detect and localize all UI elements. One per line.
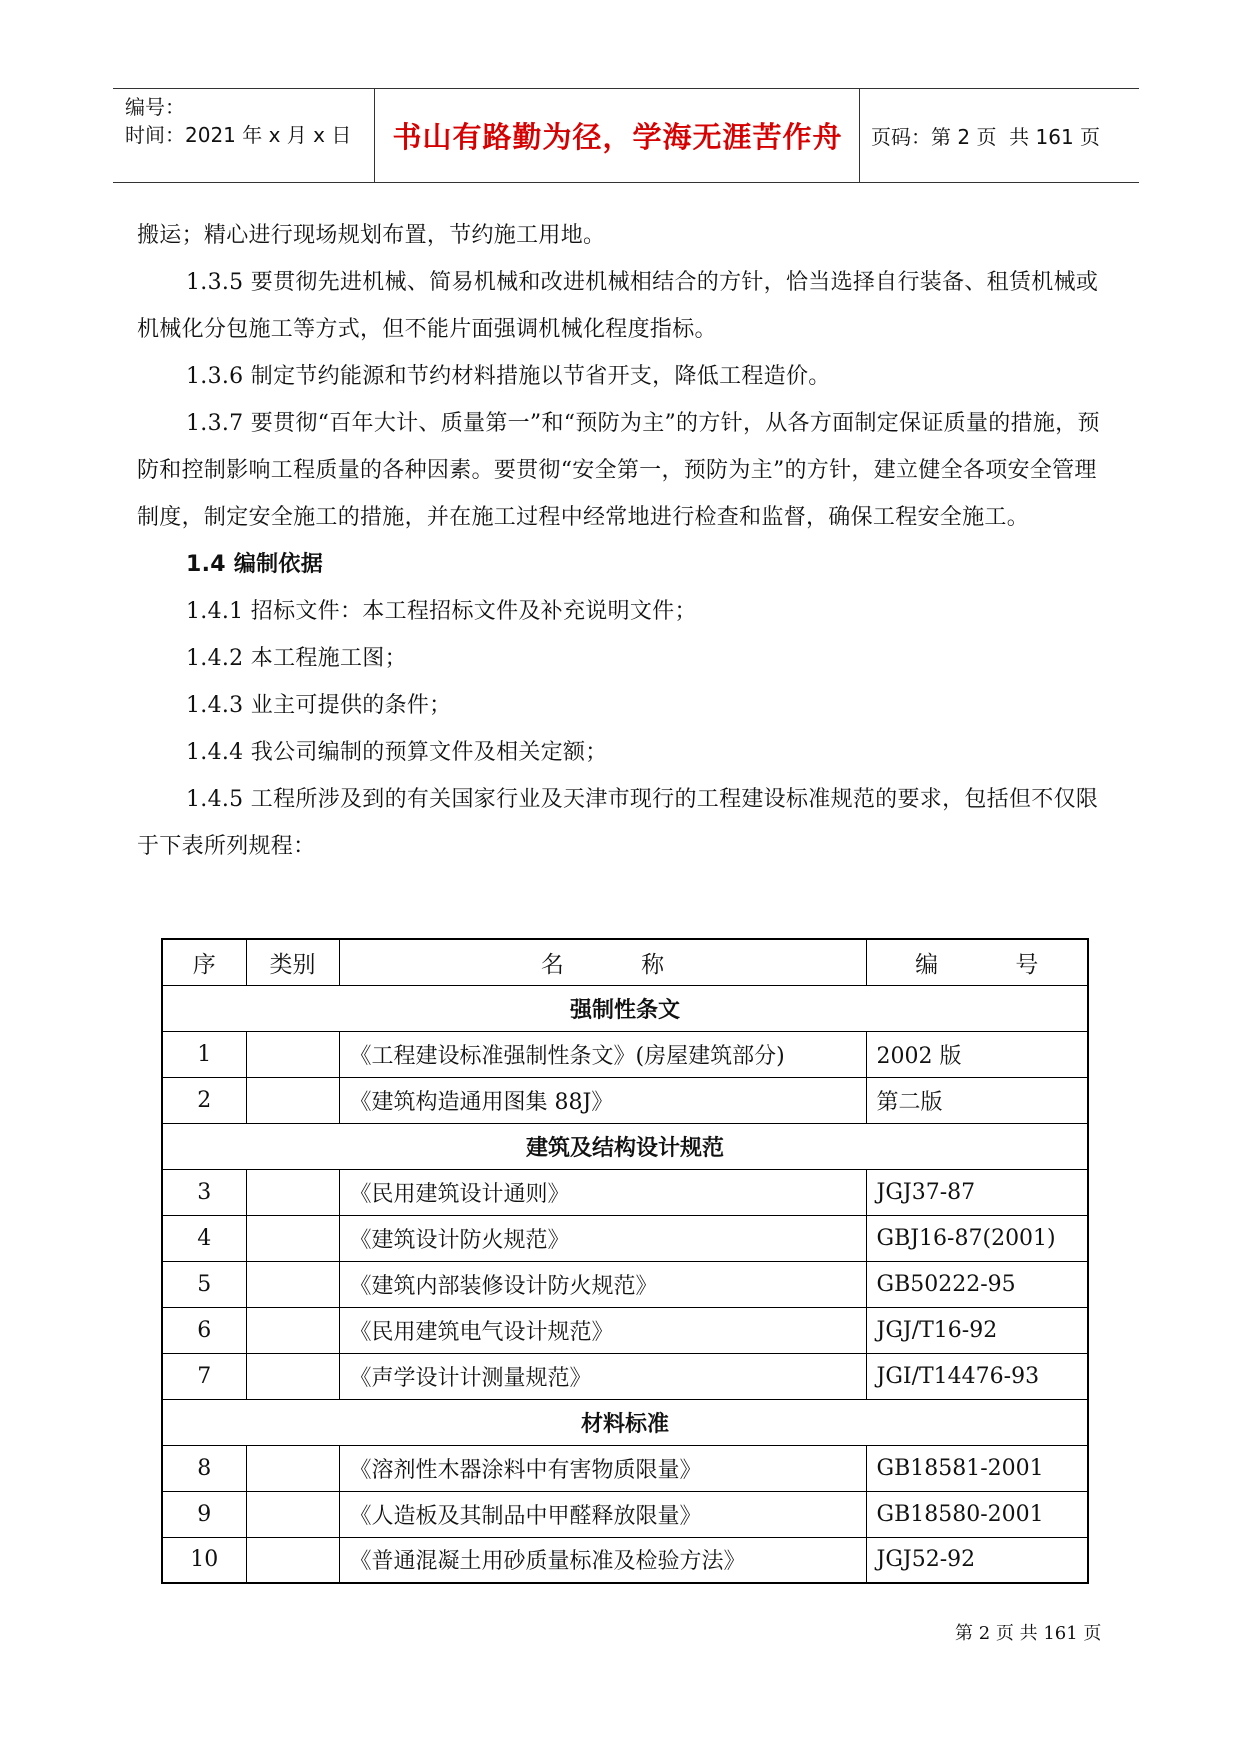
column-header-name: 名 称 xyxy=(540,951,665,978)
table-row xyxy=(162,1169,1088,1215)
paragraph: 1.3.7 要贯彻“百年大计、质量第一”和“预防为主”的方针，从各方面制定保证质量的措施，预防和控制影响工程质量的各种因素。要贯彻“安全第一，预防为主”的方针，建立健全各项安全管理制度，制定安全施工的措施，并在施工过程中经常地进行检查和监督，确保工程安全施工。 xyxy=(137,411,1100,530)
row-code: GBJ16-87(2001) xyxy=(866,1215,1088,1261)
row-category xyxy=(246,1537,339,1583)
row-category xyxy=(246,1169,339,1215)
row-code: 2002 版 xyxy=(866,1031,1088,1077)
paragraph: 1.3.5 要贯彻先进机械、简易机械和改进机械相结合的方针，恰当选择自行装备、租赁机械或机械化分包施工等方式，但不能片面强调机械化程度指标。 xyxy=(137,270,1099,342)
header-divider xyxy=(374,89,375,182)
table-row xyxy=(162,1261,1088,1307)
row-code: GB18580-2001 xyxy=(866,1491,1088,1537)
table-row xyxy=(162,1445,1088,1491)
paragraph: 1.4.2 本工程施工图； xyxy=(186,646,407,671)
row-category xyxy=(246,1353,339,1399)
row-seq: 3 xyxy=(162,1169,246,1215)
paragraph: 1.4.5 工程所涉及到的有关国家行业及天津市现行的工程建设标准规范的要求，包括但不仅限于下表所列规程： xyxy=(137,787,1099,859)
header-page-info: 页码：第 2 页 共 161 页 xyxy=(871,125,1101,149)
row-seq: 9 xyxy=(162,1491,246,1537)
paragraph: 搬运；精心进行现场规划布置，节约施工用地。 xyxy=(137,223,606,248)
standards-table xyxy=(161,938,1089,1584)
header-divider xyxy=(859,89,860,182)
section-heading: 1.4 编制依据 xyxy=(186,552,324,577)
row-seq: 7 xyxy=(162,1353,246,1399)
row-category xyxy=(246,1261,339,1307)
row-category xyxy=(246,1445,339,1491)
row-name: 《人造板及其制品中甲醛释放限量》 xyxy=(339,1491,866,1537)
row-category xyxy=(246,1031,339,1077)
row-category xyxy=(246,1307,339,1353)
table-row xyxy=(162,1077,1088,1123)
paragraph: 1.3.6 制定节约能源和节约材料措施以节省开支，降低工程造价。 xyxy=(186,364,831,389)
row-category xyxy=(246,1077,339,1123)
column-header-seq: 序 xyxy=(162,939,246,985)
row-name: 《建筑设计防火规范》 xyxy=(339,1215,866,1261)
section-title: 材料标准 xyxy=(162,1399,1088,1445)
section-title: 建筑及结构设计规范 xyxy=(162,1123,1088,1169)
document-number-label: 编号： xyxy=(125,95,185,119)
row-seq: 2 xyxy=(162,1077,246,1123)
paragraph: 1.4.1 招标文件：本工程招标文件及补充说明文件； xyxy=(186,599,697,624)
page-header xyxy=(113,88,1139,183)
row-seq: 8 xyxy=(162,1445,246,1491)
row-category xyxy=(246,1491,339,1537)
column-header-category: 类别 xyxy=(246,939,339,985)
table-row xyxy=(162,1307,1088,1353)
row-seq: 5 xyxy=(162,1261,246,1307)
table-section-row xyxy=(162,1399,1088,1445)
table-row xyxy=(162,1353,1088,1399)
paragraph: 1.4.4 我公司编制的预算文件及相关定额； xyxy=(186,740,608,765)
header-motto: 书山有路勤为径，学海无涯苦作舟 xyxy=(392,120,843,154)
section-title: 强制性条文 xyxy=(162,985,1088,1031)
table-row xyxy=(162,1537,1088,1583)
table-header-row xyxy=(162,939,1088,985)
row-code: JGI/T14476-93 xyxy=(866,1353,1088,1399)
row-code: JGJ/T16-92 xyxy=(866,1307,1088,1353)
table-section-row xyxy=(162,1123,1088,1169)
row-code: 第二版 xyxy=(866,1077,1088,1123)
row-code: JGJ37-87 xyxy=(866,1169,1088,1215)
paragraph: 1.4.3 业主可提供的条件； xyxy=(186,693,452,718)
table-row xyxy=(162,1215,1088,1261)
row-name: 《溶剂性木器涂料中有害物质限量》 xyxy=(339,1445,866,1491)
row-seq: 1 xyxy=(162,1031,246,1077)
row-category xyxy=(246,1215,339,1261)
row-seq: 10 xyxy=(162,1537,246,1583)
header-meta xyxy=(125,93,373,149)
row-name: 《民用建筑设计通则》 xyxy=(339,1169,866,1215)
document-body xyxy=(137,212,1117,870)
row-code: GB18581-2001 xyxy=(866,1445,1088,1491)
document-date: 时间：2021 年 x 月 x 日 xyxy=(125,123,352,147)
row-name: 《工程建设标准强制性条文》(房屋建筑部分) xyxy=(339,1031,866,1077)
row-code: JGJ52-92 xyxy=(866,1537,1088,1583)
table-row xyxy=(162,1031,1088,1077)
row-name: 《普通混凝土用砂质量标准及检验方法》 xyxy=(339,1537,866,1583)
row-name: 《民用建筑电气设计规范》 xyxy=(339,1307,866,1353)
row-name: 《建筑内部装修设计防火规范》 xyxy=(339,1261,866,1307)
table-section-row xyxy=(162,985,1088,1031)
row-seq: 6 xyxy=(162,1307,246,1353)
column-header-code: 编 号 xyxy=(915,951,1039,978)
row-code: GB50222-95 xyxy=(866,1261,1088,1307)
table-row xyxy=(162,1491,1088,1537)
row-name: 《声学设计计测量规范》 xyxy=(339,1353,866,1399)
page-footer: 第 2 页 共 161 页 xyxy=(955,1623,1102,1644)
row-seq: 4 xyxy=(162,1215,246,1261)
row-name: 《建筑构造通用图集 88J》 xyxy=(339,1077,866,1123)
